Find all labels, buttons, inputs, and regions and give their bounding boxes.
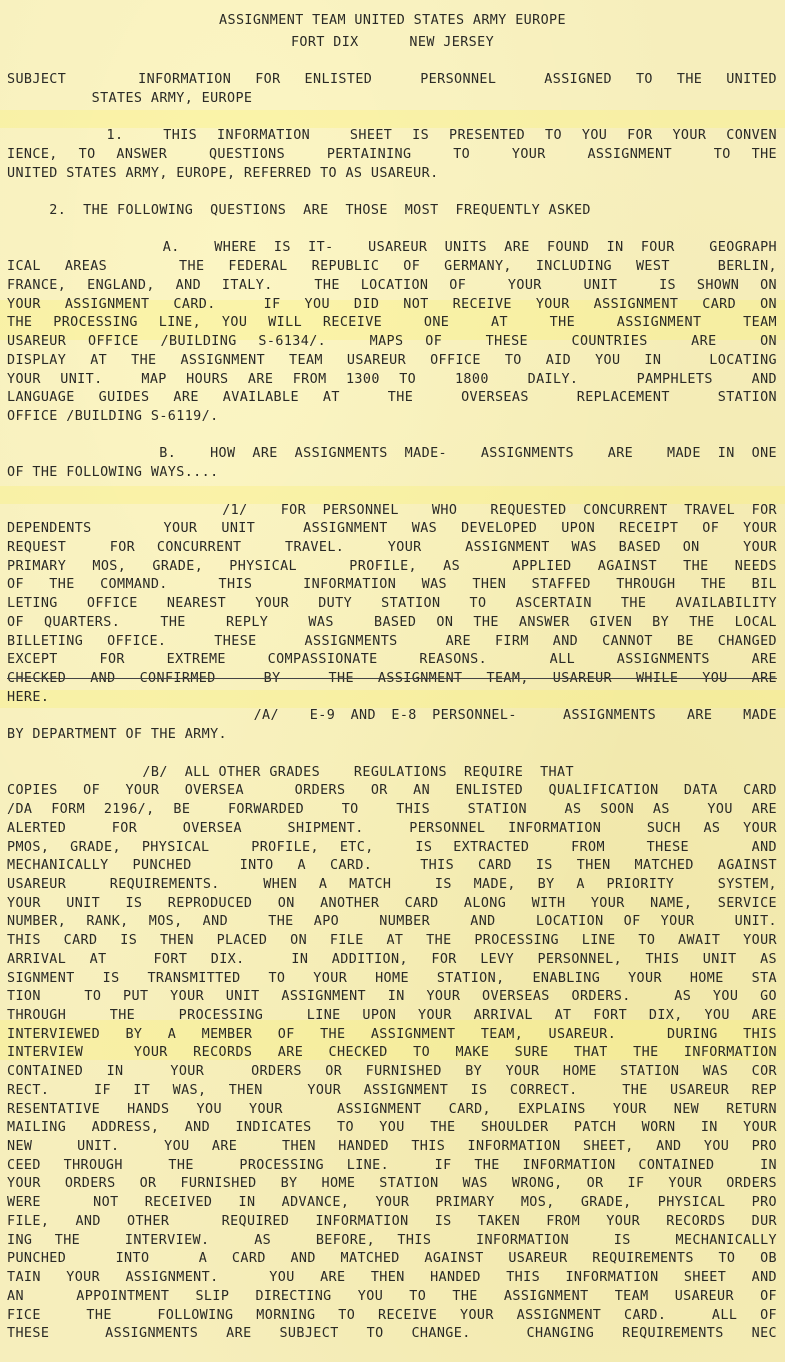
- text-line: YOUR ASSIGNMENT CARD. IF YOU DID NOT RECEIVE YOUR ASSIGNMENT CARD ON: [7, 296, 777, 312]
- document-header-location: FORT DIX NEW JERSEY: [290, 35, 495, 50]
- text-line: B. HOW ARE ASSIGNMENTS MADE- ASSIGNMENTS ARE MADE IN ONE: [7, 446, 777, 462]
- text-line: /A/ E-9 AND E-8 PERSONNEL- ASSIGNMENTS ARE MADE: [7, 708, 777, 724]
- text-line: NUMBER, RANK, MOS, AND THE APO NUMBER AND LOCATION OF YOUR UNIT.: [7, 914, 777, 930]
- text-line: PRIMARY MOS, GRADE, PHYSICAL PROFILE, AS APPLIED AGAINST THE NEEDS: [7, 558, 777, 574]
- text-line: ALERTED FOR OVERSEA SHIPMENT. PERSONNEL INFORMATION SUCH AS YOUR: [7, 820, 777, 836]
- text-line: THESE ASSIGNMENTS ARE SUBJECT TO CHANGE. CHANGING REQUIREMENTS NEC: [7, 1326, 777, 1342]
- text-line: CEED THROUGH THE PROCESSING LINE. IF THE INFORMATION CONTAINED IN: [7, 1157, 777, 1173]
- text-line: FILE, AND OTHER REQUIRED INFORMATION IS TAKEN FROM YOUR RECORDS DUR: [7, 1213, 777, 1229]
- text-line: THE PROCESSING LINE, YOU WILL RECEIVE ONE AT THE ASSIGNMENT TEAM: [7, 315, 777, 331]
- text-line: ICAL AREAS THE FEDERAL REPUBLIC OF GERMANY, INCLUDING WEST BERLIN,: [7, 259, 777, 275]
- text-line: USAREUR REQUIREMENTS. WHEN A MATCH IS MADE, BY A PRIORITY SYSTEM,: [7, 876, 777, 892]
- text-line: UNITED STATES ARMY, EUROPE, REFERRED TO AS USAREUR.: [7, 165, 439, 181]
- text-line: OF QUARTERS. THE REPLY WAS BASED ON THE ANSWER GIVEN BY THE LOCAL: [7, 614, 777, 630]
- text-line: DISPLAY AT THE ASSIGNMENT TEAM USAREUR OFFICE TO AID YOU IN LOCATING: [7, 352, 777, 368]
- text-line: /DA FORM 2196/, BE FORWARDED TO THIS STATION AS SOON AS YOU ARE: [7, 802, 777, 818]
- blank-line: [7, 426, 777, 445]
- text-line: NEW UNIT. YOU ARE THEN HANDED THIS INFORMATION SHEET, AND YOU PRO: [7, 1139, 777, 1155]
- document-header-title: ASSIGNMENT TEAM UNITED STATES ARMY EUROPE: [219, 13, 566, 28]
- text-line: /B/ ALL OTHER GRADES REGULATIONS REQUIRE THAT: [7, 764, 574, 780]
- text-line: THROUGH THE PROCESSING LINE UPON YOUR ARRIVAL AT FORT DIX, YOU ARE: [7, 1008, 777, 1023]
- blank-line: [7, 744, 777, 763]
- text-line: COPIES OF YOUR OVERSEA ORDERS OR AN ENLISTED QUALIFICATION DATA CARD: [7, 783, 777, 799]
- text-line: TAIN YOUR ASSIGNMENT. YOU ARE THEN HANDED THIS INFORMATION SHEET AND: [7, 1270, 777, 1286]
- text-line: /1/ FOR PERSONNEL WHO REQUESTED CONCURRENT TRAVEL FOR: [7, 502, 777, 518]
- text-line: YOUR UNIT. MAP HOURS ARE FROM 1300 TO 1800 DAILY. PAMPHLETS AND: [7, 371, 777, 387]
- blank-line: [7, 107, 777, 126]
- text-line: USAREUR OFFICE /BUILDING S-6134/. MAPS OF THESE COUNTRIES ARE ON: [7, 334, 777, 350]
- text-line: RECT. IF IT WAS, THEN YOUR ASSIGNMENT IS CORRECT. THE USAREUR REP: [7, 1082, 777, 1098]
- text-line: HERE.: [7, 689, 50, 705]
- text-line: INTERVIEW YOUR RECORDS ARE CHECKED TO MAKE SURE THAT THE INFORMATION: [7, 1045, 777, 1061]
- text-line: 2. THE FOLLOWING QUESTIONS ARE THOSE MOST FREQUENTLY ASKED: [7, 203, 591, 219]
- text-line: ARRIVAL AT FORT DIX. IN ADDITION, FOR LEVY PERSONNEL, THIS UNIT AS: [7, 951, 777, 967]
- text-line: THIS CARD IS THEN PLACED ON FILE AT THE PROCESSING LINE TO AWAIT YOUR: [7, 933, 777, 949]
- text-line: LETING OFFICE NEAREST YOUR DUTY STATION TO ASCERTAIN THE AVAILABILITY: [7, 596, 777, 612]
- text-line: INTERVIEWED BY A MEMBER OF THE ASSIGNMENT TEAM, USAREUR. DURING THIS: [7, 1026, 777, 1042]
- text-line: SUBJECT INFORMATION FOR ENLISTED PERSONNEL ASSIGNED TO THE UNITED: [7, 72, 777, 87]
- text-line: CONTAINED IN YOUR ORDERS OR FURNISHED BY YOUR HOME STATION WAS COR: [7, 1064, 777, 1080]
- text-line: A. WHERE IS IT- USAREUR UNITS ARE FOUND IN FOUR GEOGRAPH: [7, 240, 777, 256]
- text-line: DEPENDENTS YOUR UNIT ASSIGNMENT WAS DEVELOPED UPON RECEIPT OF YOUR: [7, 521, 777, 537]
- text-line: SIGNMENT IS TRANSMITTED TO YOUR HOME STATION, ENABLING YOUR HOME STA: [7, 970, 777, 986]
- text-line: PUNCHED INTO A CARD AND MATCHED AGAINST USAREUR REQUIREMENTS TO OB: [7, 1251, 777, 1267]
- text-line: EXCEPT FOR EXTREME COMPASSIONATE REASONS. ALL ASSIGNMENTS ARE: [7, 652, 777, 668]
- text-line: RESENTATIVE HANDS YOU YOUR ASSIGNMENT CARD, EXPLAINS YOUR NEW RETURN: [7, 1101, 777, 1117]
- text-line: BY DEPARTMENT OF THE ARMY.: [7, 727, 228, 743]
- text-line: OF THE FOLLOWING WAYS....: [7, 465, 219, 481]
- text-line: MAILING ADDRESS, AND INDICATES TO YOU THE SHOULDER PATCH WORN IN YOUR: [7, 1120, 777, 1136]
- text-line: STATES ARMY, EUROPE: [7, 90, 253, 106]
- text-line: TION TO PUT YOUR UNIT ASSIGNMENT IN YOUR OVERSEAS ORDERS. AS YOU GO: [7, 989, 777, 1005]
- text-line: FRANCE, ENGLAND, AND ITALY. THE LOCATION OF YOUR UNIT IS SHOWN ON: [7, 277, 777, 293]
- text-line: YOUR ORDERS OR FURNISHED BY HOME STATION WAS WRONG, OR IF YOUR ORDERS: [7, 1176, 777, 1192]
- text-line: PMOS, GRADE, PHYSICAL PROFILE, ETC, IS EXTRACTED FROM THESE AND: [7, 839, 777, 855]
- text-line: WERE NOT RECEIVED IN ADVANCE, YOUR PRIMARY MOS, GRADE, PHYSICAL PRO: [7, 1195, 777, 1211]
- text-line: BILLETING OFFICE. THESE ASSIGNMENTS ARE FIRM AND CANNOT BE CHANGED: [7, 633, 777, 649]
- text-line: LANGUAGE GUIDES ARE AVAILABLE AT THE OVERSEAS REPLACEMENT STATION: [7, 390, 777, 406]
- text-line: AN APPOINTMENT SLIP DIRECTING YOU TO THE ASSIGNMENT TEAM USAREUR OF: [7, 1288, 777, 1304]
- text-line: FICE THE FOLLOWING MORNING TO RECEIVE YOUR ASSIGNMENT CARD. ALL OF: [7, 1307, 777, 1323]
- text-line: 1. THIS INFORMATION SHEET IS PRESENTED TO YOU FOR YOUR CONVEN: [7, 128, 777, 144]
- text-line: MECHANICALLY PUNCHED INTO A CARD. THIS CARD IS THEN MATCHED AGAINST: [7, 858, 777, 874]
- text-line: YOUR UNIT IS REPRODUCED ON ANOTHER CARD ALONG WITH YOUR NAME, SERVICE: [7, 895, 777, 911]
- text-line: ING THE INTERVIEW. AS BEFORE, THIS INFORMATION IS MECHANICALLY: [7, 1232, 777, 1248]
- blank-line: [7, 482, 777, 501]
- text-line: OF THE COMMAND. THIS INFORMATION WAS THEN STAFFED THROUGH THE BIL: [7, 577, 777, 593]
- text-line: CHECKED AND CONFIRMED BY THE ASSIGNMENT TEAM, USAREUR WHILE YOU ARE: [7, 671, 777, 687]
- blank-line: [7, 182, 777, 201]
- text-line: REQUEST FOR CONCURRENT TRAVEL. YOUR ASSIGNMENT WAS BASED ON YOUR: [7, 540, 777, 555]
- text-line: IENCE, TO ANSWER QUESTIONS PERTAINING TO YOUR ASSIGNMENT TO THE: [7, 146, 777, 162]
- text-line: OFFICE /BUILDING S-6119/.: [7, 408, 219, 424]
- blank-line: [7, 220, 777, 239]
